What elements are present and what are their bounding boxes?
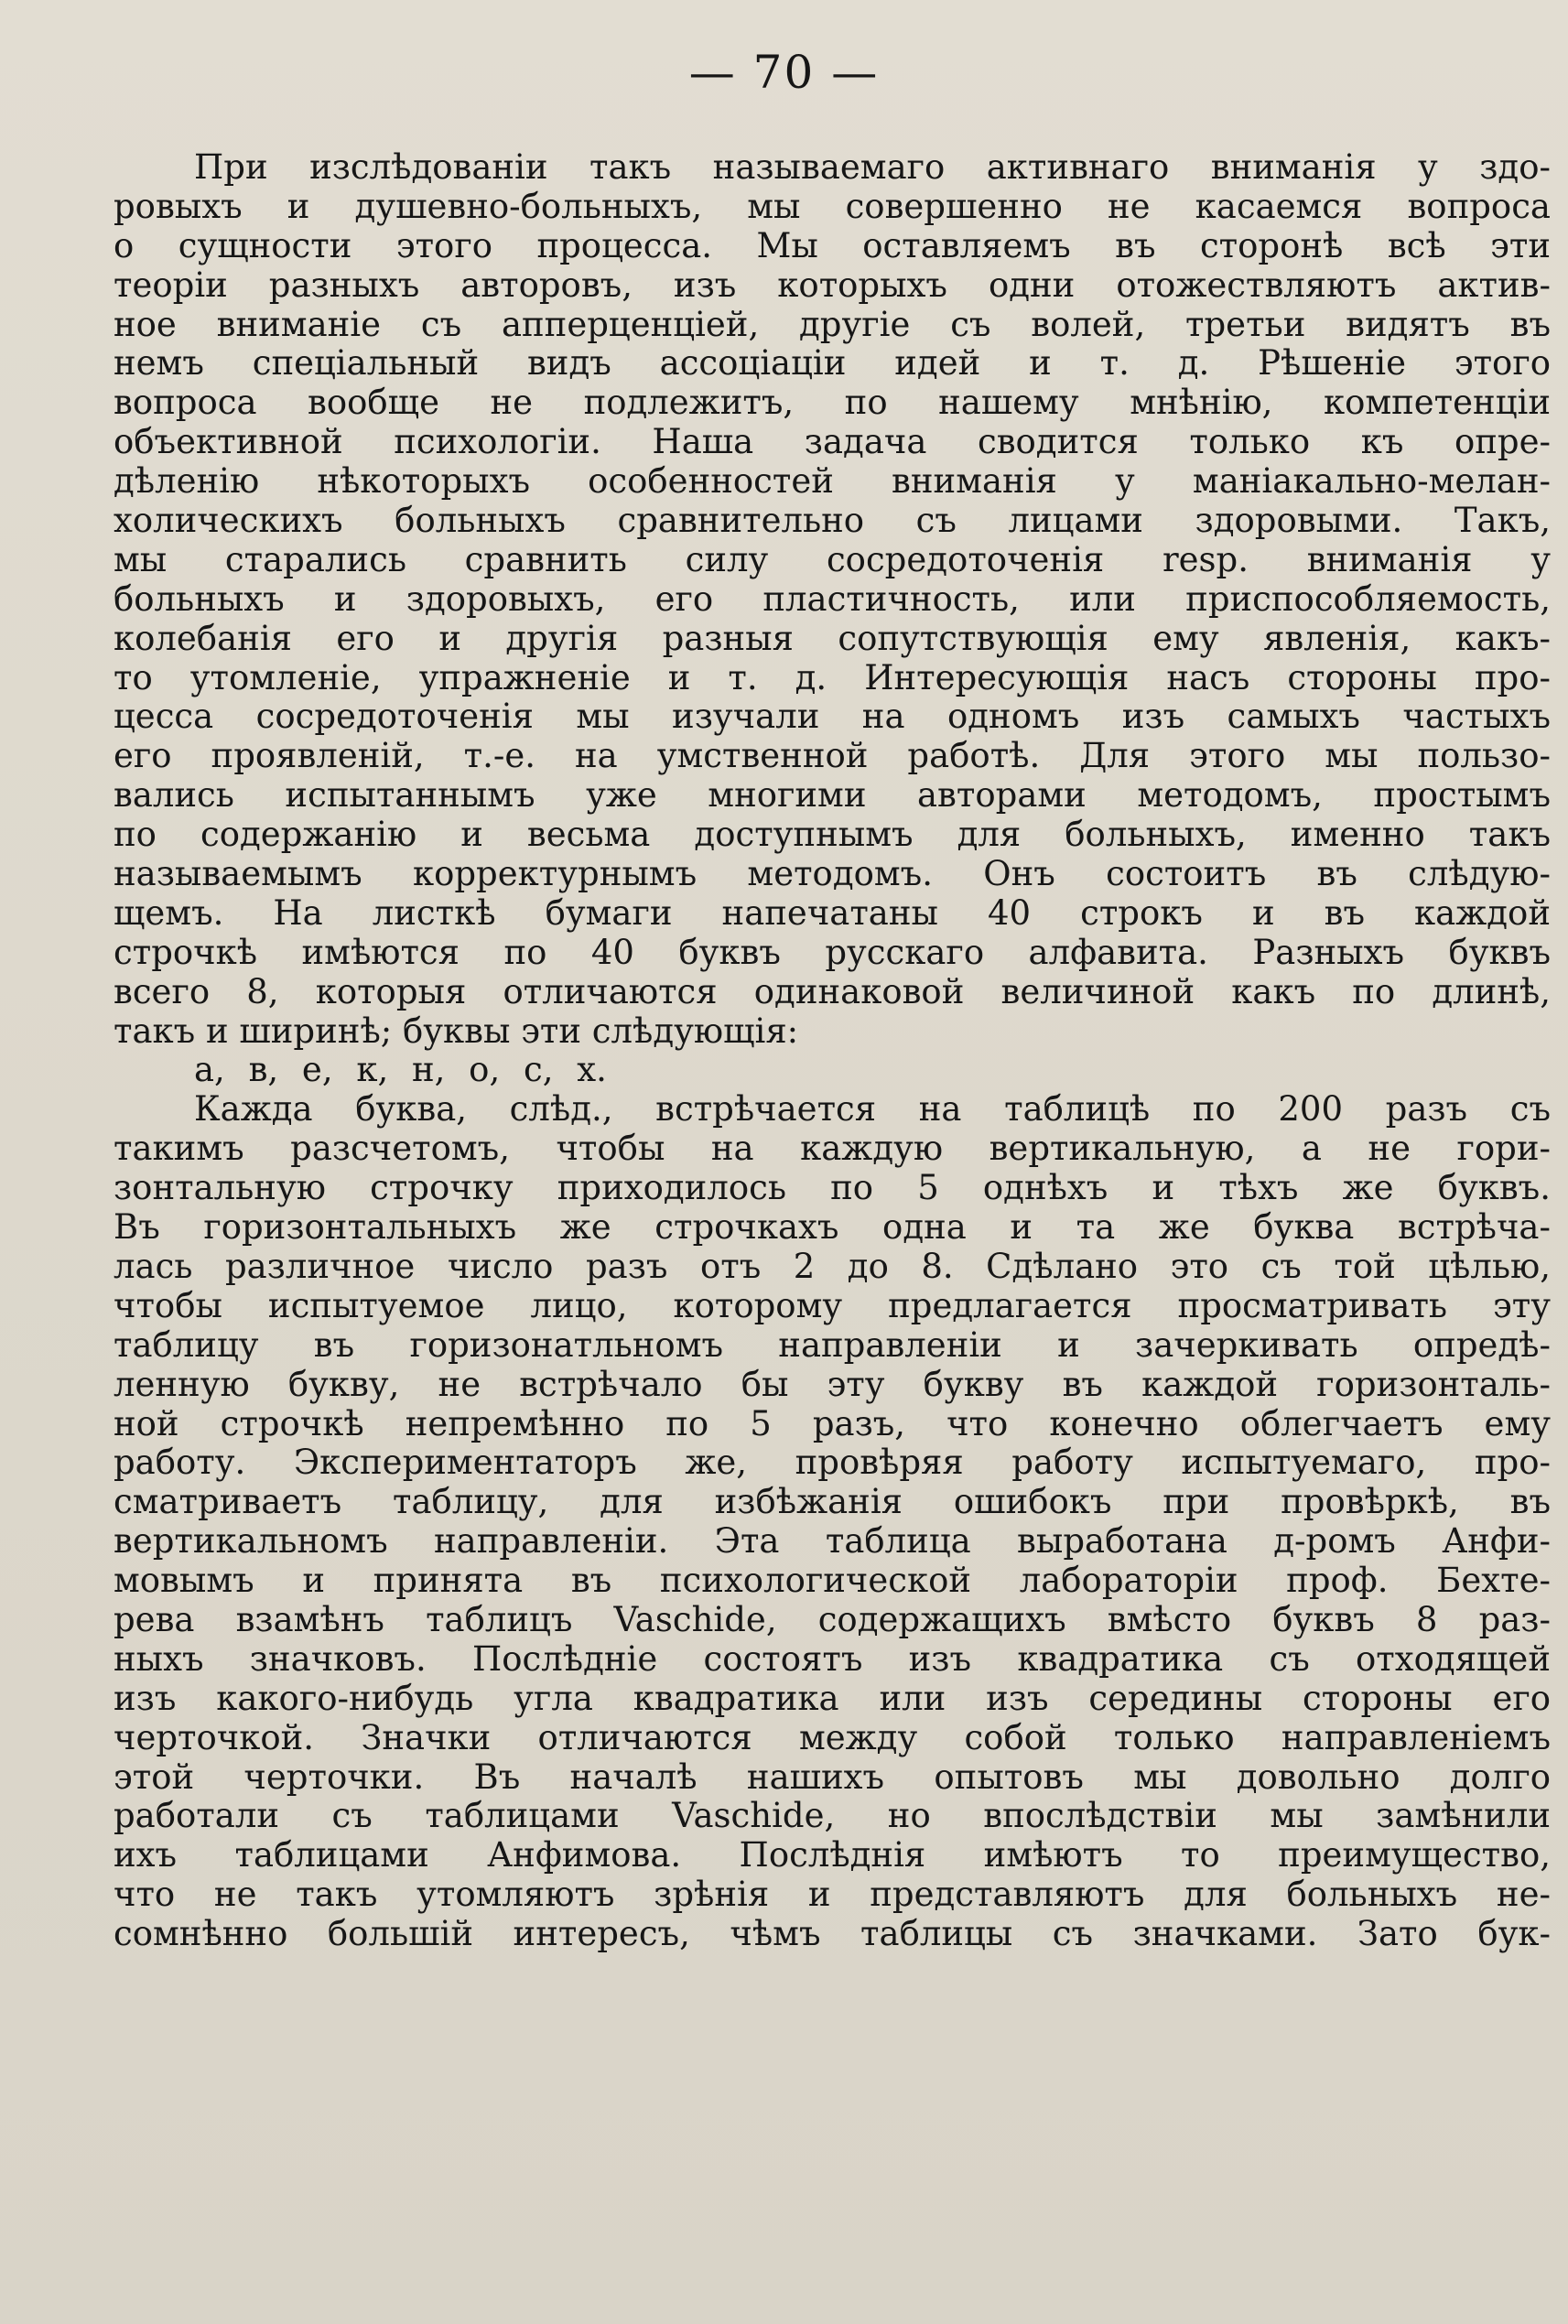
text-line: строчкѣ имѣются по 40 буквъ русскаго алфавита. Разныхъ буквъ	[114, 933, 1551, 972]
text-line: чтобы испытуемое лицо, которому предлагается просматривать эту	[114, 1286, 1551, 1325]
text-line: этой черточки. Въ началѣ нашихъ опытовъ мы довольно долго	[114, 1757, 1551, 1797]
text-line: ихъ таблицами Анфимова. Послѣднiя имѣютъ то преимущество,	[114, 1836, 1551, 1875]
text-line: объективной психологiи. Наша задача сводится только къ опре-	[114, 423, 1551, 462]
text-line: то утомленiе, упражненiе и т. д. Интересующiя насъ стороны про-	[114, 658, 1551, 697]
text-line: Въ горизонтальныхъ же строчкахъ одна и та же буква встрѣча-	[114, 1208, 1551, 1248]
text-line: дѣленiю нѣкоторыхъ особенностей вниманiя у манiакально-мелан-	[114, 462, 1551, 502]
text-line: рева взамѣнъ таблицъ Vaschide, содержащихъ вмѣсто буквъ 8 раз-	[114, 1600, 1551, 1639]
text-line: ное вниманiе съ апперценцiей, другiе съ волей, третьи видятъ въ	[114, 305, 1551, 344]
text-line: вертикальномъ направленiи. Эта таблица выработана д-ромъ Анфи-	[114, 1522, 1551, 1562]
text-line: мы старались сравнить силу сосредоточенiя resp. вниманiя у	[114, 540, 1551, 579]
text-line: ныхъ значковъ. Послѣднiе состоятъ изъ квадратика съ отходящей	[114, 1639, 1551, 1679]
text-line: колебанiя его и другiя разныя сопутствующiя ему явленiя, какъ-	[114, 619, 1551, 658]
text-line: черточкой. Значки отличаются между собой только направленiемъ	[114, 1718, 1551, 1757]
text-line: его проявленiй, т.-е. на умственной работѣ. Для этого мы пользо-	[114, 737, 1551, 776]
text-line: зонтальную строчку приходилось по 5 однѣхъ и тѣхъ же буквъ.	[114, 1169, 1551, 1208]
text-line: немъ спецiальный видъ ассоцiацiи идей и т. д. Рѣшенiе этого	[114, 344, 1551, 384]
text-line: мовымъ и принята въ психологической лабораторiи проф. Бехте-	[114, 1562, 1551, 1601]
text-line: о сущности этого процесса. Мы оставляемъ въ сторонѣ всѣ эти	[114, 226, 1551, 265]
text-line: вопроса вообще не подлежитъ, по нашему мнѣнiю, компетенцiи	[114, 384, 1551, 423]
text-line: изъ какого-нибудь угла квадратика или изъ середины стороны его	[114, 1679, 1551, 1718]
text-line: сматриваетъ таблицу, для избѣжанiя ошибокъ при провѣркѣ, въ	[114, 1483, 1551, 1522]
text-line: больныхъ и здоровыхъ, его пластичность, или приспособляемость,	[114, 579, 1551, 619]
text-line: лась различное число разъ отъ 2 до 8. Сдѣлано это съ той цѣлью,	[114, 1247, 1551, 1286]
text-line: что не такъ утомляютъ зрѣнiя и представляютъ для больныхъ не-	[114, 1875, 1551, 1915]
text-line: такъ и ширинѣ; буквы эти слѣдующiя:	[114, 1011, 799, 1051]
text-line: цесса сосредоточенiя мы изучали на одномъ изъ самыхъ частыхъ	[114, 697, 1551, 737]
text-line: Кажда буква, слѣд., встрѣчается на таблицѣ по 200 разъ съ	[194, 1090, 1551, 1130]
text-line: называемымъ корректурнымъ методомъ. Онъ состоитъ въ слѣдую-	[114, 855, 1551, 894]
text-line: ленную букву, не встрѣчало бы эту букву въ каждой горизонталь-	[114, 1365, 1551, 1404]
text-line: такимъ разсчетомъ, чтобы на каждую вертикальную, а не гори-	[114, 1130, 1551, 1169]
text-line: холическихъ больныхъ сравнительно съ лицами здоровыми. Такъ,	[114, 502, 1551, 541]
text-line: таблицу въ горизонатльномъ направленiи и зачеркивать опредѣ-	[114, 1325, 1551, 1365]
text-line: При изслѣдованiи такъ называемаго активнаго вниманiя у здо-	[194, 148, 1551, 187]
text-line: работали съ таблицами Vaschide, но впослѣдствiи мы замѣнили	[114, 1797, 1551, 1836]
text-line: ровыхъ и душевно-больныхъ, мы совершенно не касаемся вопроса	[114, 187, 1551, 226]
text-line: ной строчкѣ непремѣнно по 5 разъ, что конечно облегчаетъ ему	[114, 1404, 1551, 1443]
text-line: работу. Экспериментаторъ же, провѣряя работу испытуемаго, про-	[114, 1443, 1551, 1483]
text-line: по содержанiю и весьма доступнымъ для больныхъ, именно такъ	[114, 816, 1551, 855]
text-line: теорiи разныхъ авторовъ, изъ которыхъ одни отожествляютъ актив-	[114, 265, 1551, 305]
page-number: — 70 —	[688, 46, 880, 99]
letters-list: а, в, е, к, н, о, с, х.	[194, 1051, 607, 1090]
text-line: сомнѣнно большiй интересъ, чѣмъ таблицы съ значками. Зато бук-	[114, 1915, 1551, 1954]
text-line: всего 8, которыя отличаются одинаковой величиной какъ по длинѣ,	[114, 972, 1551, 1011]
text-line: щемъ. На листкѣ бумаги напечатаны 40 строкъ и въ каждой	[114, 893, 1551, 933]
text-line: вались испытаннымъ уже многими авторами методомъ, простымъ	[114, 776, 1551, 816]
body-text	[114, 148, 1551, 1954]
